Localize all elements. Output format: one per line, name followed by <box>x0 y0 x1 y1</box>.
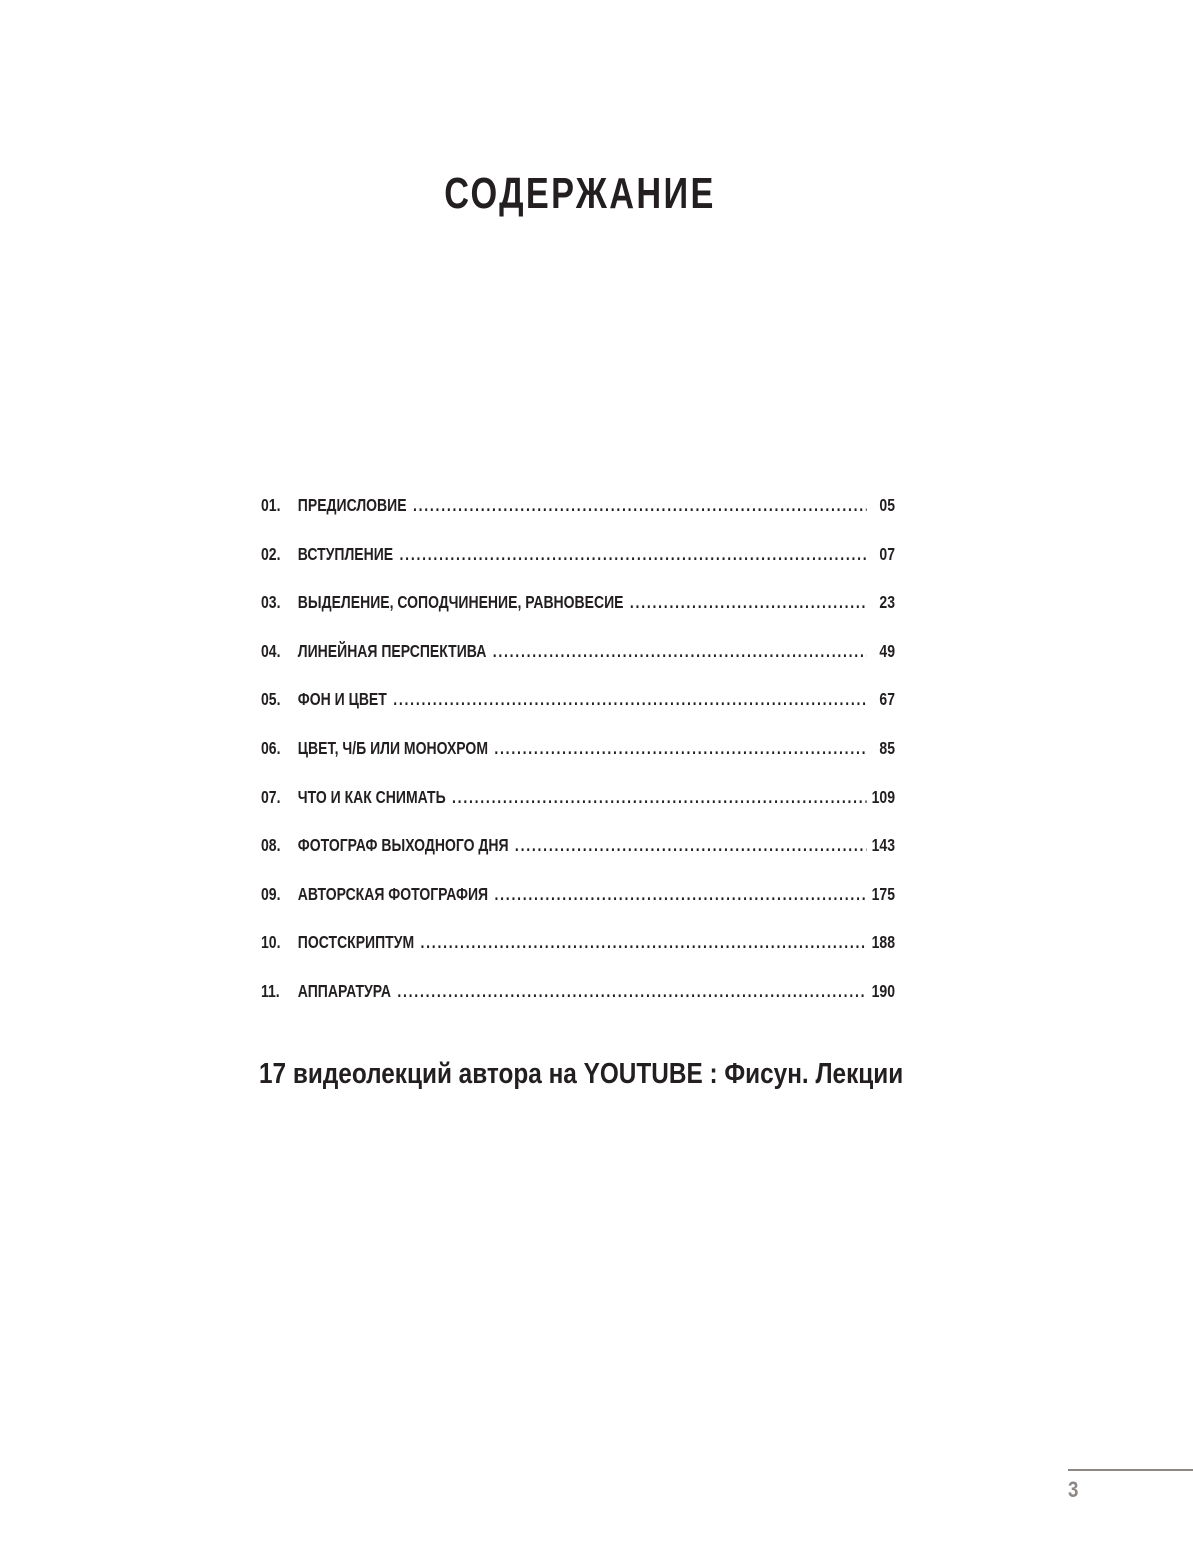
table-of-contents <box>261 493 895 1028</box>
toc-entry-page: 175 <box>871 883 895 904</box>
toc-entry-label: ЦВЕТ, Ч/Б ИЛИ МОНОХРОМ <box>297 737 488 758</box>
toc-entry-number: 03. <box>261 592 281 613</box>
toc-entry-label: ВЫДЕЛЕНИЕ, СОПОДЧИНЕНИЕ, РАВНОВЕСИЕ <box>297 592 624 613</box>
toc-entry-number: 09. <box>261 883 281 904</box>
toc-entry-label: ФОТОГРАФ ВЫХОДНОГО ДНЯ <box>297 835 509 856</box>
toc-entry-page: 190 <box>871 980 895 1001</box>
toc-entry-number: 07. <box>261 786 281 807</box>
toc-entry-page: 49 <box>879 640 895 661</box>
toc-entry-page: 05 <box>879 495 895 515</box>
toc-entry-number: 01. <box>261 495 281 515</box>
toc-entry-10[interactable] <box>261 930 895 979</box>
toc-entry-07[interactable] <box>261 785 895 834</box>
dot-leader <box>495 882 867 906</box>
toc-entry-label: ЧТО И КАК СНИМАТЬ <box>297 786 446 807</box>
toc-entry-01[interactable] <box>261 493 895 542</box>
toc-entry-label: АВТОРСКАЯ ФОТОГРАФИЯ <box>297 883 489 904</box>
toc-entry-label: ВСТУПЛЕНИЕ <box>297 543 394 564</box>
toc-entry-05[interactable] <box>261 687 895 736</box>
dot-leader <box>400 542 867 566</box>
toc-entry-number: 10. <box>261 932 281 953</box>
toc-entry-number: 05. <box>261 689 281 710</box>
toc-entry-page: 67 <box>879 689 895 710</box>
toc-entry-11[interactable] <box>261 979 895 1028</box>
toc-entry-label: ФОН И ЦВЕТ <box>297 689 387 710</box>
toc-entry-03[interactable] <box>261 590 895 639</box>
toc-entry-number: 02. <box>261 543 281 564</box>
dot-leader <box>421 930 867 954</box>
toc-entry-06[interactable] <box>261 736 895 785</box>
footer-divider <box>1068 1469 1193 1471</box>
dot-leader <box>515 833 866 857</box>
toc-entry-number: 06. <box>261 737 281 758</box>
toc-entry-page: 23 <box>879 592 895 613</box>
dot-leader <box>397 979 866 1003</box>
page-number: 3 <box>1068 1477 1079 1502</box>
toc-entry-number: 08. <box>261 835 281 856</box>
toc-entry-page: 85 <box>879 737 895 758</box>
dot-leader <box>413 493 866 517</box>
dot-leader <box>630 590 866 614</box>
toc-entry-02[interactable] <box>261 542 895 591</box>
toc-entry-label: АППАРАТУРА <box>297 980 391 1001</box>
dot-leader <box>493 639 866 663</box>
dot-leader <box>494 736 866 760</box>
toc-entry-page: 188 <box>871 932 895 953</box>
toc-entry-page: 109 <box>871 786 895 807</box>
toc-entry-label: ЛИНЕЙНАЯ ПЕРСПЕКТИВА <box>297 640 487 661</box>
toc-entry-number: 11. <box>261 980 280 1001</box>
toc-entry-label: ПОСТСКРИПТУМ <box>297 932 415 953</box>
toc-entry-09[interactable] <box>261 882 895 931</box>
toc-entry-08[interactable] <box>261 833 895 882</box>
toc-entry-page: 07 <box>879 543 895 564</box>
dot-leader <box>393 687 866 711</box>
toc-entry-number: 04. <box>261 640 281 661</box>
toc-entry-label: ПРЕДИСЛОВИЕ <box>297 495 407 515</box>
youtube-lectures-note: 17 видеолекций автора на YOUTUBE : Фисун. Лекции <box>259 1058 904 1090</box>
dot-leader <box>452 785 866 809</box>
toc-entry-page: 143 <box>871 835 895 856</box>
page-title: СОДЕРЖАНИЕ <box>444 169 716 218</box>
toc-entry-04[interactable] <box>261 639 895 688</box>
